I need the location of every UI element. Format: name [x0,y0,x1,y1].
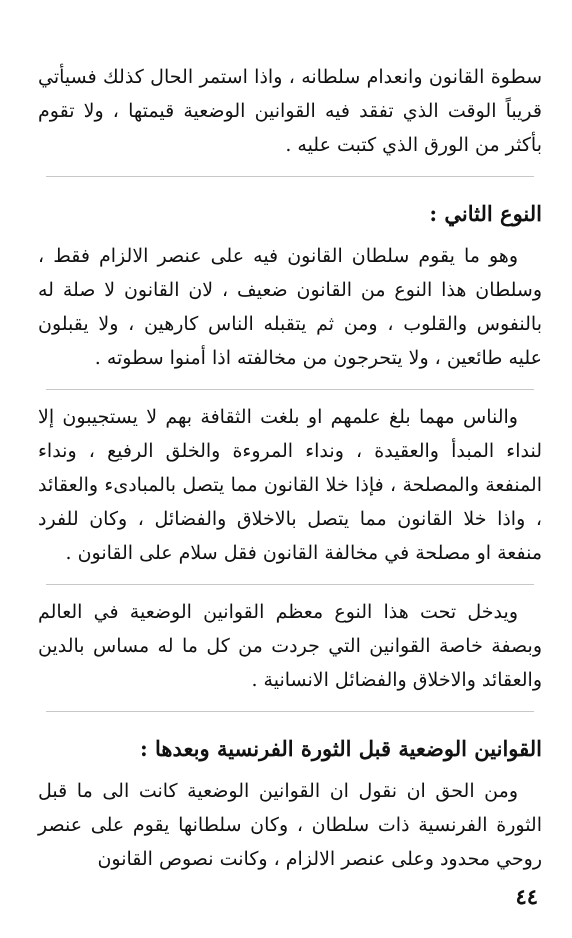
divider [46,176,534,177]
paragraph-world-laws: ويدخل تحت هذا النوع معظم القوانين الوضعية في العالم وبصفة خاصة القوانين التي جردت من كل ما له مساس بالدين والعقائد والاخلاق والفضائل الانسانية . [38,601,542,691]
divider [46,584,534,585]
paragraph-people-response: والناس مهما بلغ علمهم او بلغت الثقافة بهم لا يستجيبون إلا لنداء المبدأ والعقيدة ، ونداء المروءة والخلق الرفيع ، ونداء المنفعة والمصلحة ، فإذا خلا القانون مما يتصل بالمبادىء والعقائد ، واذا خلا القانون مما يتصل بالاخلاق والفضائل ، وكان للفرد منفعة او مصلحة في مخالفة القانون فقل سلام على القانون . [38,406,542,564]
paragraph-second-type-definition: وهو ما يقوم سلطان القانون فيه على عنصر الالزام فقط ، وسلطان هذا النوع من القانون ضعيف ، لان القانون لا صلة له بالنفوس والقلوب ، ومن ثم يتقبله الناس كارهين ، ولا يقبلون عليه طائعين ، ولا يتحرجون من مخالفته اذا أمنوا سطوته . [38,245,542,369]
paragraph-before-revolution: ومن الحق ان نقول ان القوانين الوضعية كانت الى ما قبل الثورة الفرنسية ذات سلطان ، وكان سلطانها يقوم على عنصر روحي محدود وعلى عنصر الالزام ، وكانت نصوص القانون [38,780,542,870]
page-number: ٤٤ [515,884,538,909]
divider [46,711,534,712]
paragraph-continuation: سطوة القانون وانعدام سلطانه ، واذا استمر الحال كذلك فسيأتي قريباً الوقت الذي تفقد فيه القوانين الوضعية قيمتها ، ولا تقوم بأكثر من الورق الذي كتبت عليه . [38,66,542,156]
heading-french-revolution: القوانين الوضعية قبل الثورة الفرنسية وبعدها : [139,736,542,761]
heading-second-type: النوع الثاني : [429,201,542,226]
page-body [38,60,542,876]
divider [46,389,534,390]
